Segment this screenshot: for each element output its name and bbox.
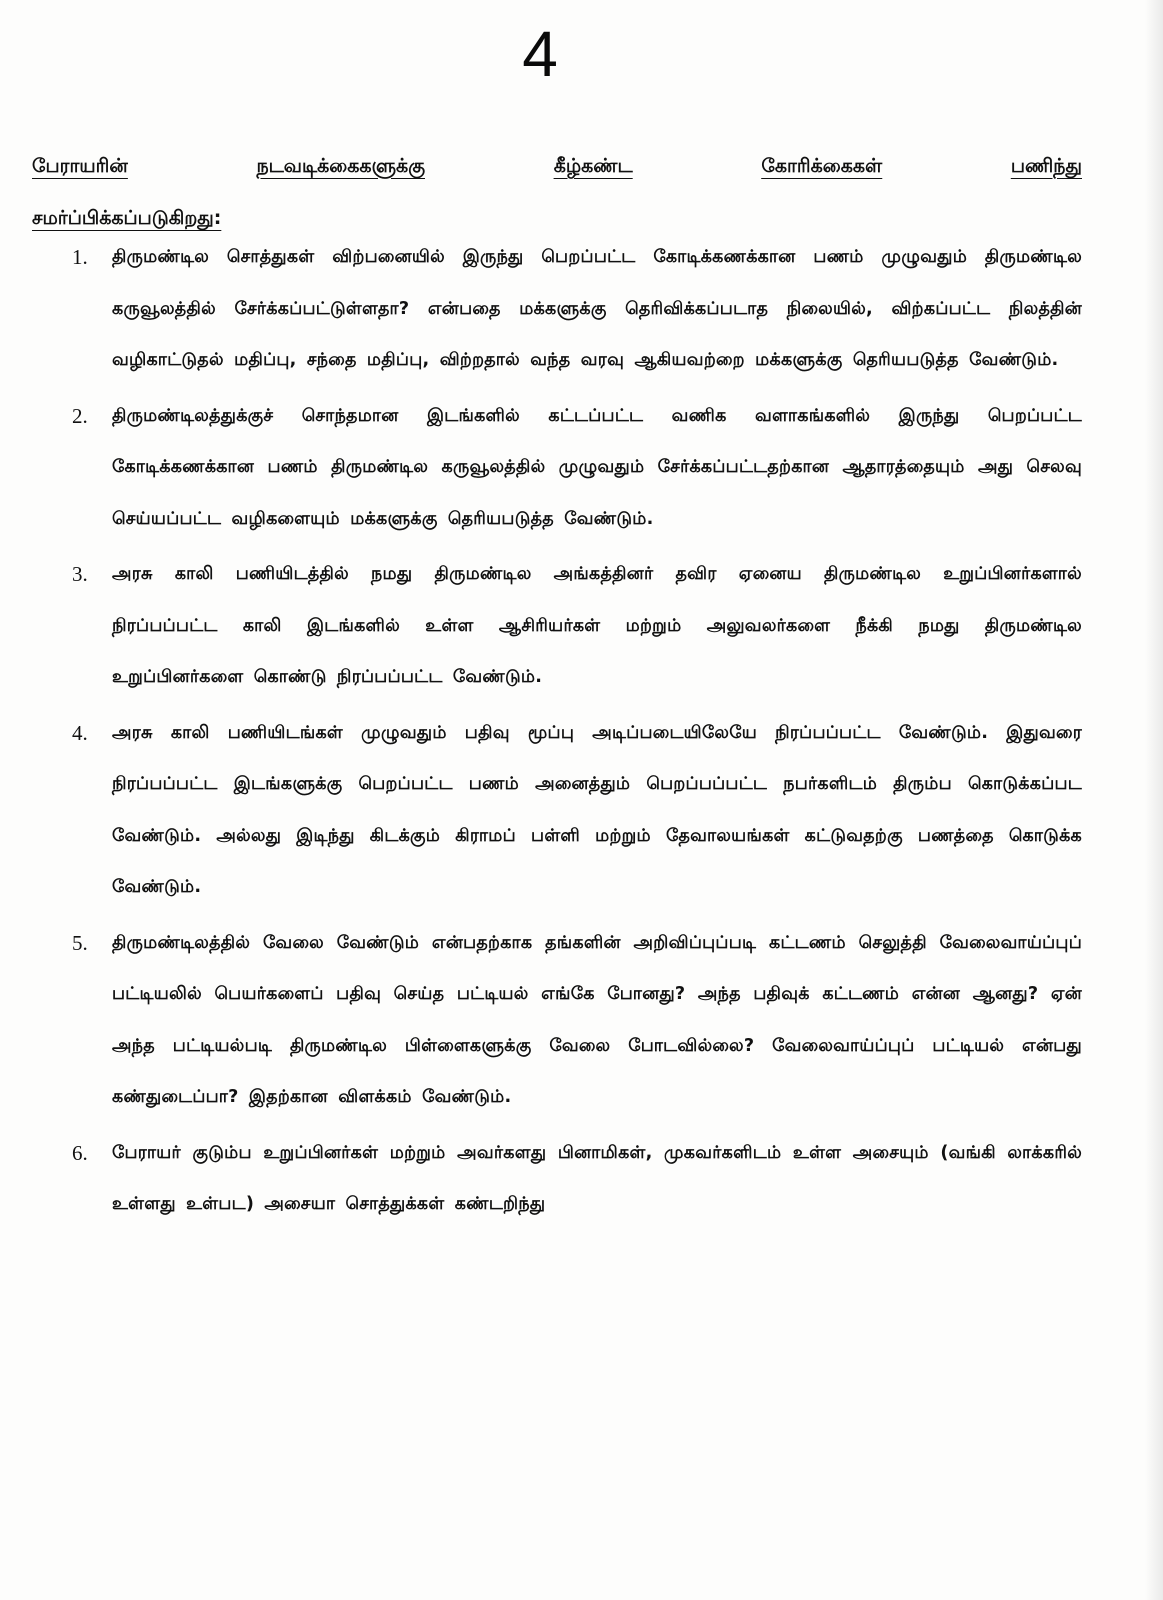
list-item [60, 391, 1082, 546]
request-heading [32, 140, 1082, 244]
heading-line-1 [32, 140, 1082, 192]
heading-word: கோரிக்கைகள் [761, 155, 883, 177]
page-number: 4 [522, 18, 558, 90]
page-edge-shadow [1145, 0, 1163, 1600]
item-number: 2. [72, 403, 88, 428]
item-number: 6. [72, 1140, 88, 1165]
item-text: அரசு காலி பணியிடத்தில் நமது திருமண்டில அங்கத்தினர் தவிர ஏனைய திருமண்டில உறுப்பினர்களால் நிரப்பப்பட்ட காலி இடங்களில் உள்ள ஆசிரியர்கள் மற்றும் அலுவலர்களை நீக்கி நமது திருமண்டில உறுப்பினர்களை கொண்டு நிரப்பப்பட்ட வேண்டும். [112, 564, 1082, 687]
list-item [60, 232, 1082, 387]
item-text: திருமண்டிலத்தில் வேலை வேண்டும் என்பதற்காக தங்களின் அறிவிப்புப்படி கட்டணம் செலுத்தி வேலைவாய்ப்புப் பட்டியலில் பெயர்களைப் பதிவு செய்த பட்டியல் எங்கே போனது? அந்த பதிவுக் கட்டணம் என்ன ஆனது? ஏன் அந்த பட்டியல்படி திருமண்டில பிள்ளைகளுக்கு வேலை போடவில்லை? வேலைவாய்ப்புப் பட்டியல் என்பது கண்துடைப்பா? இதற்கான விளக்கம் வேண்டும். [112, 932, 1082, 1107]
heading-word: கீழ்கண்ட [553, 155, 633, 177]
item-number: 3. [72, 562, 88, 586]
heading-word: பணிந்து [1010, 155, 1082, 177]
item-text: திருமண்டிலத்துக்குச் சொந்தமான இடங்களில் கட்டப்பட்ட வணிக வளாகங்களில் இருந்து பெறப்பட்ட கோடிக்கணக்கான பணம் திருமண்டில கருவூலத்தில் முழுவதும் சேர்க்கப்பட்டதற்கான ஆதாரத்தையும் அது செலவு செய்யப்பட்ட வழிகளையும் மக்களுக்கு தெரியபடுத்த வேண்டும். [112, 405, 1082, 529]
heading-word: நடவடிக்கைகளுக்கு [256, 155, 425, 177]
list-item [60, 549, 1082, 704]
item-text: அரசு காலி பணியிடங்கள் முழுவதும் பதிவு மூப்பு அடிப்படையிலேயே நிரப்பப்பட்ட வேண்டும். இதுவரை நிரப்பப்பட்ட இடங்களுக்கு பெறப்பட்ட பணம் அனைத்தும் பெறப்பப்பட்ட நபர்களிடம் திரும்ப கொடுக்கப்பட வேண்டும். அல்லது இடிந்து கிடக்கும் கிராமப் பள்ளி மற்றும் தேவாலயங்கள் கட்டுவதற்கு பணத்தை கொடுக்க வேண்டும். [112, 722, 1082, 897]
list-item [60, 918, 1082, 1124]
request-list [60, 232, 1082, 1235]
heading-word: பேராயரின் [32, 155, 128, 177]
item-number: 4. [72, 720, 88, 745]
heading-line-2: சமர்ப்பிக்கப்படுகிறது: [32, 207, 222, 229]
list-item [60, 708, 1082, 914]
item-text: திருமண்டில சொத்துகள் விற்பனையில் இருந்து பெறப்பட்ட கோடிக்கணக்கான பணம் முழுவதும் திருமண்டில கருவூலத்தில் சேர்க்கப்பட்டுள்ளதா? என்பதை மக்களுக்கு தெரிவிக்கப்படாத நிலையில், விற்கப்பட்ட நிலத்தின் வழிகாட்டுதல் மதிப்பு, சந்தை மதிப்பு, விற்றதால் வந்த வரவு ஆகியவற்றை மக்களுக்கு தெரியபடுத்த வேண்டும். [112, 247, 1082, 370]
item-number: 1. [72, 245, 88, 269]
item-number: 5. [72, 930, 88, 955]
list-item [60, 1128, 1082, 1231]
item-text: பேராயர் குடும்ப உறுப்பினர்கள் மற்றும் அவர்களது பினாமிகள், முகவர்களிடம் உள்ள அசையும் (வங்கி லாக்கரில் உள்ளது உள்பட) அசையா சொத்துக்கள் கண்டறிந்து [112, 1142, 1082, 1214]
